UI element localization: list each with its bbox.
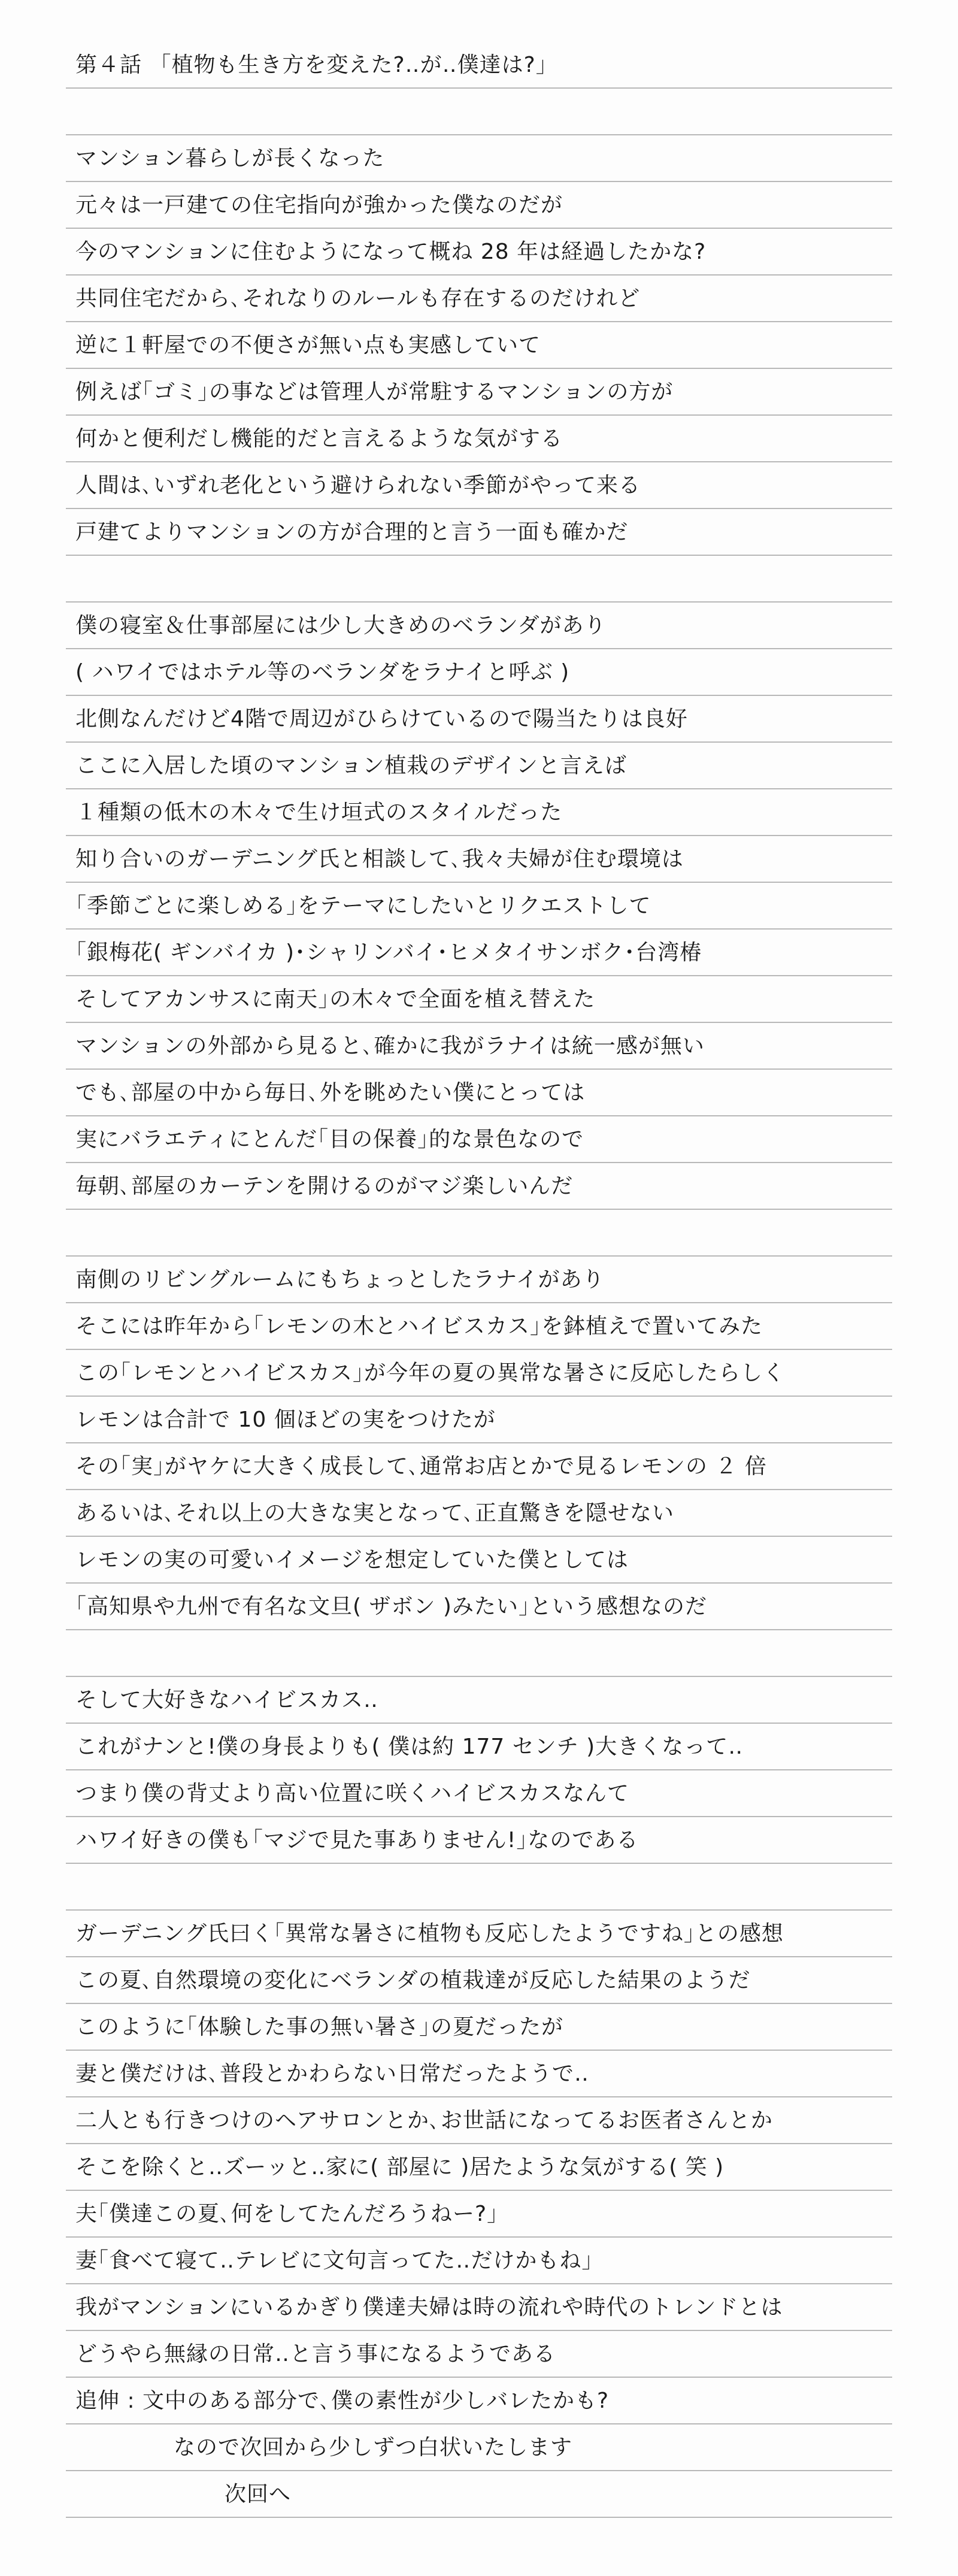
text-line: ｢季節ごとに楽しめる｣をテーマにしたいとリクエストして — [66, 883, 892, 930]
text-line: 僕の寝室＆仕事部屋には少し大きめのベランダがあり — [66, 603, 892, 649]
text-line: 北側なんだけど4階で周辺がひらけているので陽当たりは良好 — [66, 696, 892, 743]
paragraph-4 — [66, 1630, 892, 1864]
paragraph-3 — [66, 1210, 892, 1630]
text-line: そこには昨年から｢レモンの木とハイビスカス｣を鉢植えで置いてみた — [66, 1303, 892, 1350]
text-line: 例えば｢ゴミ｣の事などは管理人が常駐するマンションの方が — [66, 369, 892, 416]
text-line: 戸建てよりマンションの方が合理的と言う一面も確かだ — [66, 509, 892, 556]
text-line: このように｢体験した事の無い暑さ｣の夏だったが — [66, 2004, 892, 2051]
text-line: ハワイ好きの僕も｢マジで見た事ありません!｣なのである — [66, 1817, 892, 1864]
text-line: ガーデニング氏曰く｢異常な暑さに植物も反応したようですね｣との感想 — [66, 1911, 892, 1957]
text-line: ｢銀梅花( ギンバイカ )･シャリンバイ･ヒメタイサンボク･台湾椿 — [66, 930, 892, 976]
text-line: これがナンと!僕の身長よりも( 僕は約 177 センチ )大きくなって‥ — [66, 1724, 892, 1770]
text-line: 実にバラエティにとんだ｢目の保養｣的な景色なので — [66, 1116, 892, 1163]
text-line: あるいは､それ以上の大きな実となって､正直驚きを隠せない — [66, 1490, 892, 1537]
text-line: ここに入居した頃のマンション植栽のデザインと言えば — [66, 743, 892, 789]
text-line: 毎朝､部屋のカーテンを開けるのがマジ楽しいんだ — [66, 1163, 892, 1210]
text-line: つまり僕の背丈より高い位置に咲くハイビスカスなんて — [66, 1770, 892, 1817]
blank-line — [66, 556, 892, 603]
text-line: 逆に１軒屋での不便さが無い点も実感していて — [66, 322, 892, 369]
text-line: ( ハワイではホテル等のベランダをラナイと呼ぶ ) — [66, 649, 892, 696]
text-line: レモンは合計で 10 個ほどの実をつけたが — [66, 1397, 892, 1443]
blank-line — [66, 1630, 892, 1677]
text-line: 南側のリビングルームにもちょっとしたラナイがあり — [66, 1257, 892, 1303]
text-line: レモンの実の可愛いイメージを想定していた僕としては — [66, 1537, 892, 1584]
text-line: 共同住宅だから､それなりのルールも存在するのだけれど — [66, 276, 892, 322]
text-line: 二人とも行きつけのヘアサロンとか､お世話になってるお医者さんとか — [66, 2097, 892, 2144]
text-line: この夏､自然環境の変化にベランダの植栽達が反応した結果のようだ — [66, 1957, 892, 2004]
paragraph-1 — [66, 89, 892, 556]
closing-line: なので次回から少しずつ白状いたします — [66, 2424, 892, 2471]
text-line: 夫｢僕達この夏､何をしてたんだろうねー?｣ — [66, 2191, 892, 2238]
text-line: 今のマンションに住むようになって概ね 28 年は経過したかな? — [66, 229, 892, 276]
text-line: その｢実｣がヤケに大きく成長して､通常お店とかで見るレモンの ２ 倍 — [66, 1443, 892, 1490]
next-episode-label: 次回へ — [66, 2471, 892, 2518]
text-line: そして大好きなハイビスカス‥ — [66, 1677, 892, 1724]
text-line: でも､部屋の中から毎日､外を眺めたい僕にとっては — [66, 1070, 892, 1116]
text-line: 元々は一戸建ての住宅指向が強かった僕なのだが — [66, 182, 892, 229]
text-line: マンション暮らしが長くなった — [66, 135, 892, 182]
text-line: そこを除くと‥ズーッと‥家に( 部屋に )居たような気がする( 笑 ) — [66, 2144, 892, 2191]
text-line: ｢高知県や九州で有名な文旦( ザボン )みたい｣という感想なのだ — [66, 1584, 892, 1630]
paragraph-2 — [66, 556, 892, 1210]
paragraph-5 — [66, 1864, 892, 2518]
page-title: 第４話 「植物も生き方を変えた?‥が‥僕達は?」 — [66, 0, 892, 89]
text-line: 知り合いのガーデニング氏と相談して､我々夫婦が住む環境は — [66, 836, 892, 883]
text-line: そしてアカンサスに南天｣の木々で全面を植え替えた — [66, 976, 892, 1023]
text-line: 妻｢食べて寝て‥テレビに文句言ってた‥だけかもね｣ — [66, 2238, 892, 2284]
text-line: １種類の低木の木々で生け垣式のスタイルだった — [66, 789, 892, 836]
blank-line — [66, 1864, 892, 1911]
blank-line — [66, 89, 892, 135]
text-line: 我がマンションにいるかぎり僕達夫婦は時の流れや時代のトレンドとは — [66, 2284, 892, 2331]
text-line: マンションの外部から見ると､確かに我がラナイは統一感が無い — [66, 1023, 892, 1070]
lined-paper — [66, 0, 892, 2576]
blank-line — [66, 1210, 892, 1257]
text-line: 何かと便利だし機能的だと言えるような気がする — [66, 416, 892, 462]
text-line: 人間は､いずれ老化という避けられない季節がやって来る — [66, 462, 892, 509]
text-line: どうやら無縁の日常‥と言う事になるようである — [66, 2331, 892, 2378]
postscript-line: 追伸 : 文中のある部分で､僕の素性が少しバレたかも? — [66, 2378, 892, 2424]
text-line: 妻と僕だけは､普段とかわらない日常だったようで‥ — [66, 2051, 892, 2097]
text-line: この｢レモンとハイビスカス｣が今年の夏の異常な暑さに反応したらしく — [66, 1350, 892, 1397]
